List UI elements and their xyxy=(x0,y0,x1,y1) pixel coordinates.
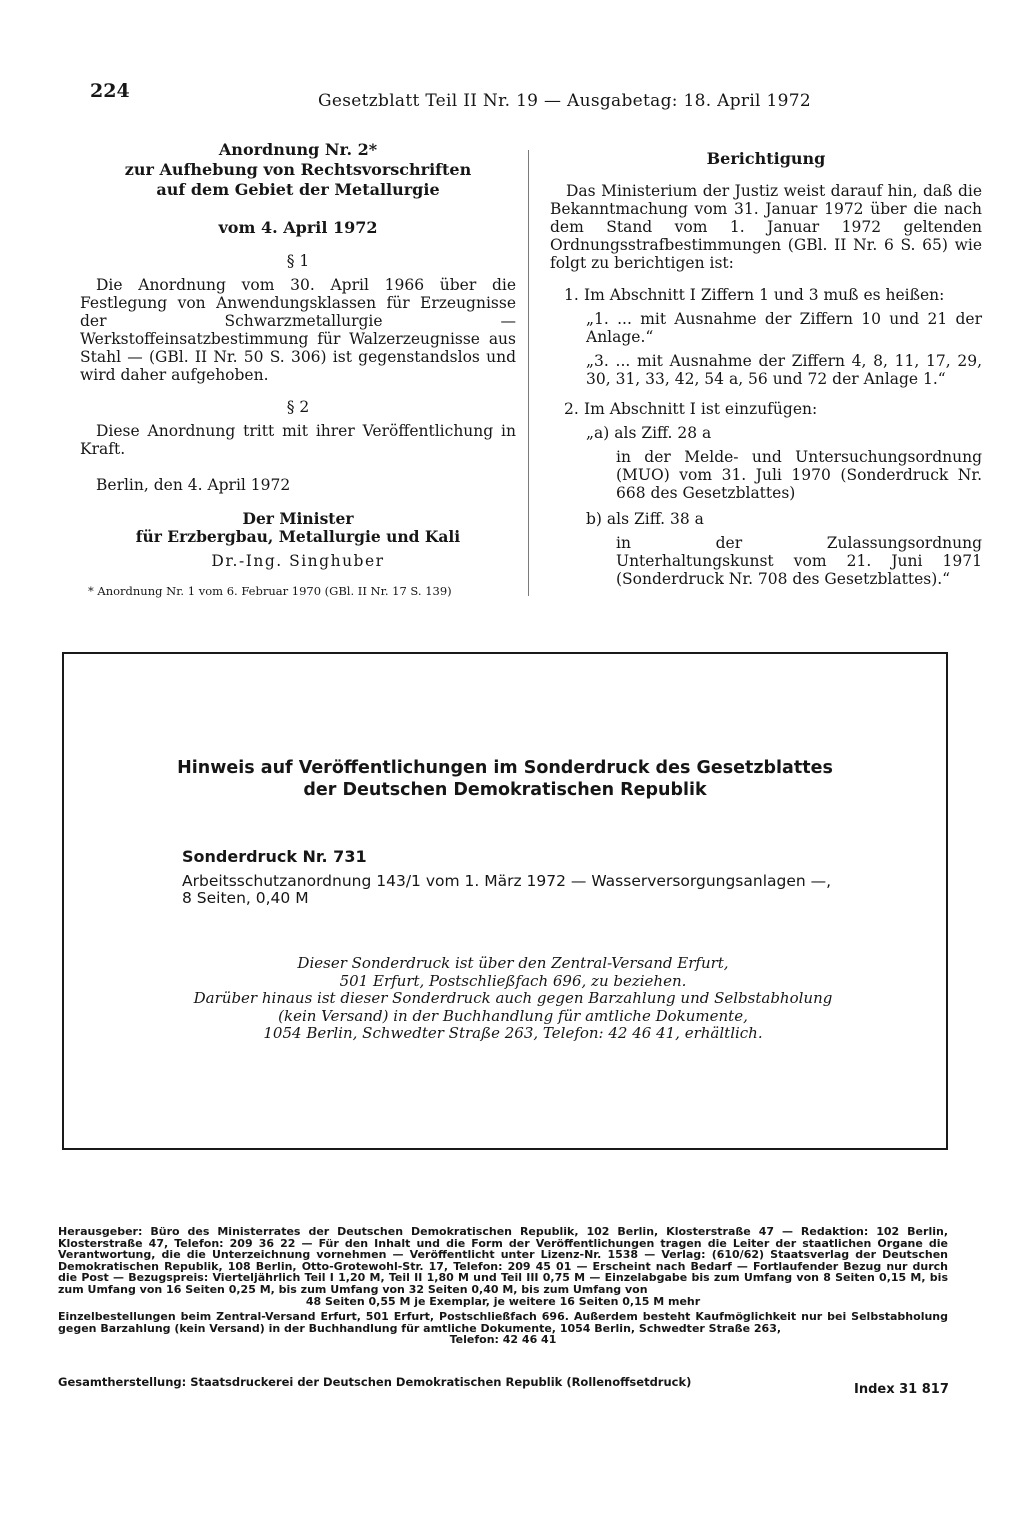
signer-title-2: für Erzbergbau, Metallurgie und Kali xyxy=(135,527,461,546)
left-column xyxy=(80,140,516,598)
section-heading-2: § 2 xyxy=(286,398,310,416)
list-text: Im Abschnitt I Ziffern 1 und 3 muß es heißen: xyxy=(584,286,945,304)
ordering-line: Dieser Sonderdruck ist über den Zentral-Versand Erfurt, xyxy=(297,954,729,972)
imprint-phone: Telefon: 42 46 41 xyxy=(449,1333,557,1347)
right-column xyxy=(550,150,982,588)
sonderdruck-pages-price: 8 Seiten, 0,40 M xyxy=(182,889,309,907)
running-header: Gesetzblatt Teil II Nr. 19 — Ausgabetag: 18. April 1972 xyxy=(318,91,811,111)
printer-line: Gesamtherstellung: Staatsdruckerei der Deutschen Demokratischen Republik (Rollenoffsetdruck) xyxy=(58,1375,692,1389)
sonderdruck-label: Sonderdruck Nr. 731 xyxy=(182,847,367,866)
correction-intro: Das Ministerium der Justiz weist darauf hin, daß die Bekanntmachung vom 31. Januar 1972 über die nach dem Stand vom 1. Januar 1972 geltenden Ordnungsstrafbestimmungen (GBl. II Nr. 6 S. 65) wie folgt zu berichtigen ist: xyxy=(550,182,982,272)
index-number: Index 31 817 xyxy=(854,1382,949,1397)
signer-name: Dr.-Ing. Singhuber xyxy=(211,552,385,570)
quote-1: „1. ... mit Ausnahme der Ziffern 10 und 21 der Anlage.“ xyxy=(586,310,982,346)
sonderdruck-description: Arbeitsschutzanordnung 143/1 vom 1. März 1972 — Wasserversorgungsanlagen —, xyxy=(182,872,832,890)
quote-3: „3. ... mit Ausnahme der Ziffern 4, 8, 11, 17, 29, 30, 31, 33, 42, 54 a, 56 und 72 der Anlage 1.“ xyxy=(586,352,982,388)
subitem-b-text: in der Zulassungsordnung Unterhaltungskunst vom 21. Juni 1971 (Sonderdruck Nr. 708 des Gesetzblattes).“ xyxy=(616,534,982,588)
section-2-text: Diese Anordnung tritt mit ihrer Veröffentlichung in Kraft. xyxy=(80,422,516,458)
ordering-line: 1054 Berlin, Schwedter Straße 263, Telefon: 42 46 41, erhältlich. xyxy=(263,1024,763,1042)
imprint xyxy=(58,1226,948,1346)
ordering-info xyxy=(178,955,848,1043)
ordinance-date: vom 4. April 1972 xyxy=(218,218,378,237)
list-item xyxy=(550,400,982,418)
ordering-line: Darüber hinaus ist dieser Sonderdruck auch gegen Barzahlung und Selbstabholung xyxy=(193,989,833,1007)
place-date: Berlin, den 4. April 1972 xyxy=(96,476,291,494)
notice-title xyxy=(62,757,948,801)
list-number: 2. xyxy=(564,400,579,418)
ordering-line: (kein Versand) in der Buchhandlung für amtliche Dokumente, xyxy=(278,1006,748,1025)
ordinance-title xyxy=(80,140,516,200)
imprint-prices-end: 48 Seiten 0,55 M je Exemplar, je weitere 16 Seiten 0,15 M mehr xyxy=(305,1294,701,1308)
list-number: 1. xyxy=(564,286,579,304)
signer-title-1: Der Minister xyxy=(242,509,354,528)
ordinance-title-line: Anordnung Nr. 2* xyxy=(218,140,378,159)
subitem-b-label: b) als Ziff. 38 a xyxy=(586,510,704,528)
imprint-orders: Einzelbestellungen beim Zentral-Versand Erfurt, 501 Erfurt, Postschließfach 696. Außerdem besteht Kaufmöglichkeit nur bei Selbstabholung gegen Barzahlung (kein Versand) in der Buchhandlung für amtliche Dokumente, 1054 Berlin, Schwedter Straße 263, xyxy=(58,1310,948,1335)
ordinance-title-line: auf dem Gebiet der Metallurgie xyxy=(156,180,440,199)
footnote: * Anordnung Nr. 1 vom 6. Februar 1970 (GBl. II Nr. 17 S. 139) xyxy=(88,584,452,598)
correction-title: Berichtigung xyxy=(706,149,826,168)
imprint-publisher: Herausgeber: Büro des Ministerrates der Deutschen Demokratischen Republik, 102 Berlin, Klosterstraße 47 — Redaktion: 102 Berlin, Klosterstraße 47, Telefon: 209 36 22 — Für den Inhalt und die Form der Veröffentlichungen tragen die Leiter der staatlichen Organe die Verantwortung, die die Unterzeichnung vornehmen — Veröffentlicht unter Lizenz-Nr. 1538 — Verlag: (610/62) Staatsverlag der Deutschen Demokratischen Republik, 108 Berlin, Otto-Grotewohl-Str. 17, Telefon: 209 45 01 — Erscheint nach Bedarf — Fortlaufender Bezug nur durch die Post — Bezugspreis: Vierteljährlich Teil I 1,20 M, Teil II 1,80 M und Teil III 0,75 M — Einzelabgabe bis zum Umfang von 8 Seiten 0,15 M, bis zum Umfang von 16 Seiten 0,25 M, bis zum Umfang von 32 Seiten 0,40 M, bis zum Umfang von xyxy=(58,1225,948,1296)
section-1-text: Die Anordnung vom 30. April 1966 über die Festlegung von Anwendungsklassen für Erzeugnisse der Schwarzmetallurgie — Werkstoffeinsatzbestimmung für Walzerzeugnisse aus Stahl — (GBl. II Nr. 50 S. 306) ist gegenstandslos und wird daher aufgehoben. xyxy=(80,276,516,384)
subitem-a-label: „a) als Ziff. 28 a xyxy=(586,424,712,442)
column-divider xyxy=(528,150,529,596)
list-item xyxy=(550,286,982,304)
section-heading-1: § 1 xyxy=(286,252,310,270)
ordering-line: 501 Erfurt, Postschließfach 696, zu beziehen. xyxy=(339,971,687,990)
page-number: 224 xyxy=(90,80,130,102)
subitem-a-text: in der Melde- und Untersuchungsordnung (MUO) vom 31. Juli 1970 (Sonderdruck Nr. 668 des Gesetzblattes) xyxy=(616,448,982,502)
list-text: Im Abschnitt I ist einzufügen: xyxy=(584,400,818,418)
notice-title-line: der Deutschen Demokratischen Republik xyxy=(303,780,707,800)
ordinance-title-line: zur Aufhebung von Rechtsvorschriften xyxy=(124,160,472,179)
notice-title-line: Hinweis auf Veröffentlichungen im Sonderdruck des Gesetzblattes xyxy=(177,758,833,778)
